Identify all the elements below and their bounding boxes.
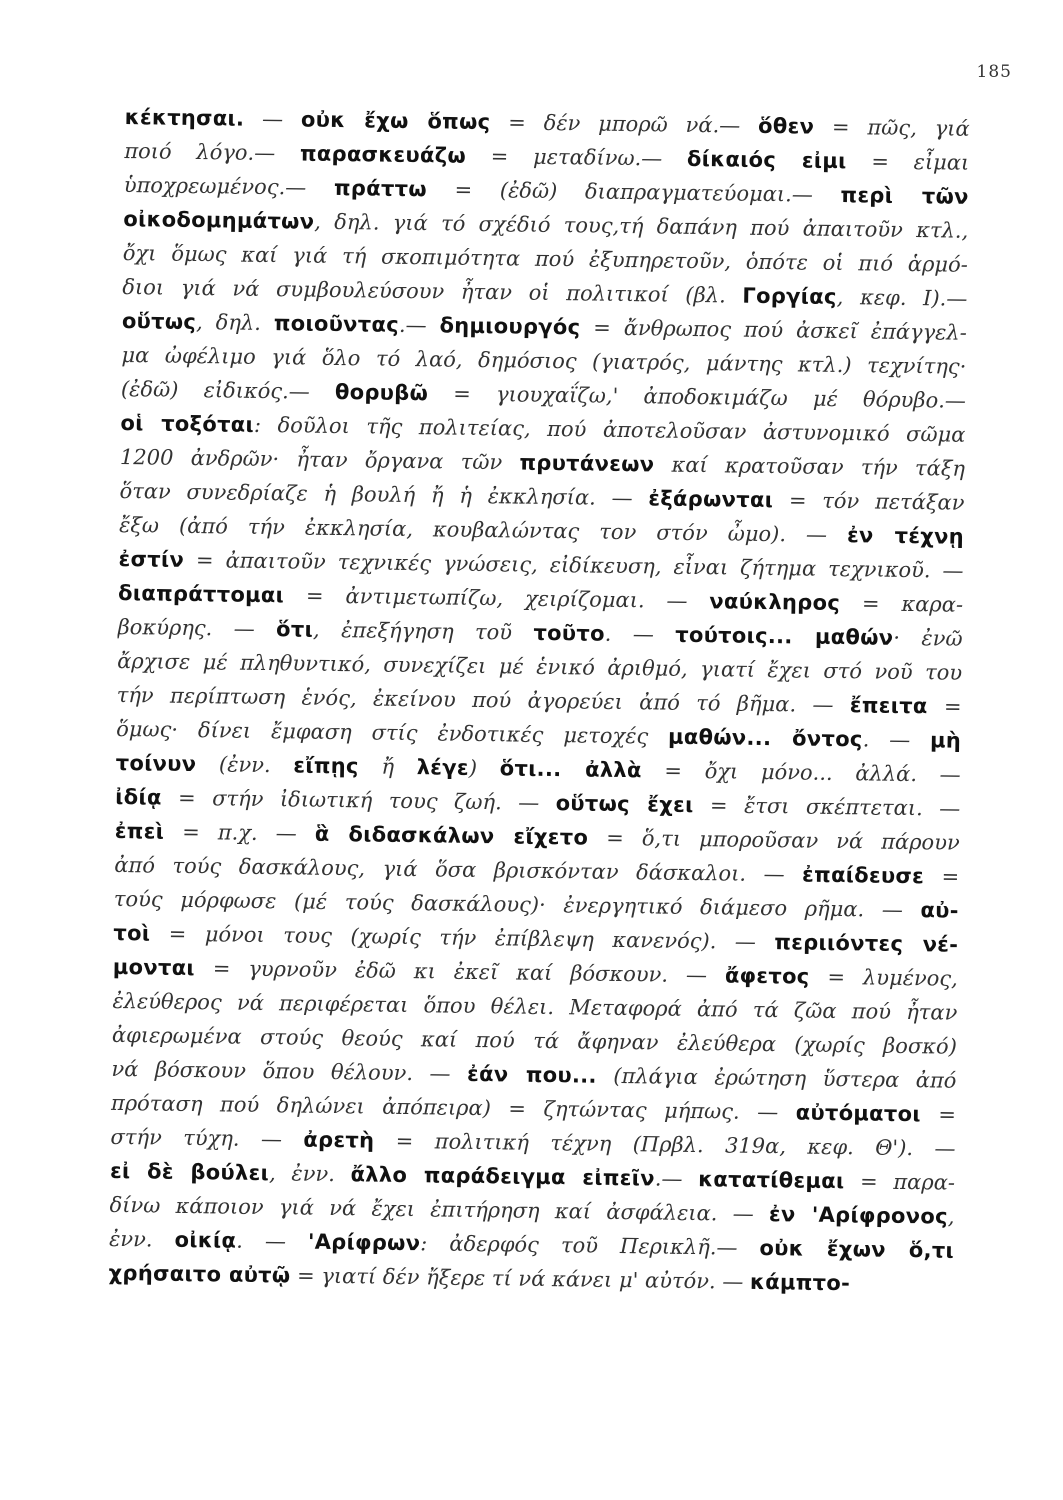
gloss-text: ἐλεύθερος νά περιφέρεται ὅπου θέλει. Μεταφορά ἀπό τά ζῶα πού ἦταν: [112, 988, 958, 1025]
lemma-term: ἀρετὴ: [303, 1127, 375, 1153]
gloss-text: ὅταν συνεδρίαζε ἡ βουλή ἤ ἡ ἐκκλησία. —: [119, 478, 649, 511]
gloss-text: : δοῦλοι τῆς πολιτείας, πού ἀποτελοῦσαν ἀστυνομικό σῶμα: [253, 412, 966, 447]
gloss-text: , κεφ. I).—: [836, 284, 968, 311]
gloss-text: ἤ: [358, 754, 417, 780]
gloss-text: , ἐπεξήγηση τοῦ: [312, 617, 534, 645]
lemma-term: περὶ τῶν: [840, 183, 969, 209]
gloss-text: =: [920, 1102, 957, 1127]
gloss-text: = ἀπαιτοῦν τεχνικές γνώσεις, εἰδίκευση, εἶναι ζήτημα τεχνικοῦ. —: [183, 547, 964, 583]
lemma-term: ὅτι... ἀλλὰ: [499, 756, 642, 783]
gloss-text: = μόνοι τους (χωρίς τήν ἐπίβλεψη κανενός). —: [150, 921, 775, 955]
lemma-term: εἰ δὲ βούλει: [109, 1158, 270, 1186]
gloss-text: , δηλ.: [195, 310, 275, 336]
lemma-term: πρυτάνεων: [519, 450, 655, 477]
gloss-text: = παρα-: [844, 1169, 956, 1195]
lemma-term: παρασκευάζω: [299, 141, 467, 168]
gloss-text: = καρα-: [839, 591, 964, 617]
gloss-text: ἀφιερωμένα στούς θεούς καί πού τά ἄφηναν ἐλεύθερα (χωρίς βοσκό): [111, 1022, 958, 1059]
gloss-text: (πλάγια ἐρώτηση ὕστερα ἀπό: [596, 1063, 957, 1093]
lemma-term: ἄφετος: [724, 963, 810, 989]
lemma-term: αὐ-: [920, 898, 959, 923]
lemma-term: μονται: [112, 954, 196, 981]
gloss-text: = ὄχι μόνο... ἀλλά. —: [641, 758, 961, 787]
gloss-text: . —: [862, 727, 931, 753]
gloss-text: 1200 ἀνδρῶν· ἦταν ὄργανα τῶν: [119, 444, 520, 475]
gloss-text: . —: [236, 1228, 309, 1254]
gloss-text: = πολιτική τέχνη (Πρβλ. 319α, κεφ. Θ'). —: [374, 1128, 956, 1161]
lemma-term: οἰκίᾳ: [174, 1227, 237, 1253]
gloss-text: μα ὠφέλιμο γιά ὅλο τό λαό, δημόσιος (γιατρός, μάντης κτλ.) τεχνίτης·: [121, 342, 967, 379]
gloss-text: = γιατί δέν ἤξερε τί νά κάνει μ' αὐτόν. —: [290, 1263, 751, 1294]
lemma-term: αὐτόματοι: [795, 1100, 921, 1127]
gloss-text: βοκύρης. —: [117, 614, 277, 642]
gloss-text: τήν περίπτωση ἑνός, ἐκείνου πού ἀγορεύει ἀπό τό βῆμα. —: [116, 682, 851, 718]
gloss-text: = μεταδίνω.—: [465, 143, 688, 171]
lemma-term: θορυβῶ: [334, 379, 429, 406]
lemma-term: ἐξάρωνται: [648, 486, 774, 513]
lemma-term: ἐν τέχνῃ: [846, 523, 965, 549]
lemma-term: πράττω: [333, 175, 428, 202]
gloss-text: πρόταση πού δηλώνει ἀπόπειρα) = ζητώντας μήπως. —: [110, 1090, 796, 1125]
lemma-term: ἰδίᾳ: [115, 784, 162, 810]
lemma-term: οἰκοδομημάτων: [123, 206, 315, 234]
gloss-text: = ἔτσι σκέπτεται. —: [693, 793, 961, 821]
gloss-text: = ὅ,τι μποροῦσαν νά πάρουν: [588, 825, 960, 855]
lemma-term: οἱ τοξόται: [120, 410, 255, 437]
gloss-text: = λυμένος,: [809, 964, 958, 991]
gloss-text: δίνω κάποιον γιά νά ἔχει ἐπιτήρηση καί ἀσφάλεια. —: [109, 1192, 770, 1227]
gloss-text: = εἶμαι: [846, 149, 970, 175]
gloss-text: διοι γιά νά συμβουλεύσουν ἦταν οἱ πολιτικοί (βλ.: [122, 274, 743, 308]
lemma-term: ἐστίν: [118, 546, 185, 572]
gloss-text: =: [923, 864, 960, 889]
lemma-term: μὴ: [929, 728, 962, 753]
gloss-text: καί κρατοῦσαν τήν τάξη: [654, 452, 966, 481]
gloss-text: =: [927, 694, 962, 719]
lemma-term: οὕτως: [121, 308, 197, 335]
gloss-text: τούς μόρφωσε (μέ τούς δασκάλους)· ἐνεργητικό διάμεσο ρῆμα. —: [113, 886, 921, 923]
lemma-term: δημιουργός: [439, 313, 581, 340]
gloss-text: ὅμως· δίνει ἔμφαση στίς ἐνδοτικές μετοχές: [116, 716, 669, 749]
lemma-term: περιιόντες νέ-: [774, 930, 959, 957]
lemma-term: ἃ διδασκάλων εἴχετο: [314, 821, 589, 850]
gloss-text: = δέν μπορῶ νά.—: [490, 110, 759, 138]
lemma-term: τοὶ: [113, 920, 151, 946]
gloss-text: ἀπό τούς δασκάλους, γιά ὅσα βρισκόνταν δάσκαλοι. —: [114, 852, 803, 887]
gloss-text: = ἄνθρωπος πού ἀσκεῖ ἐπάγγελ-: [580, 315, 967, 345]
lemma-term: ἐάν που...: [466, 1061, 597, 1088]
lemma-term: οὐκ ἔχων ὅ,τι: [759, 1235, 955, 1263]
gloss-text: .—: [398, 312, 440, 338]
gloss-text: = γυρνοῦν ἐδῶ κι ἐκεῖ καί βόσκουν. —: [194, 956, 726, 988]
page-number: 185: [976, 62, 1012, 82]
gloss-text: ἄρχισε μέ πληθυντικό, συνεχίζει μέ ἑνικό ἀριθμό, γιατί ἔχει στό νοῦ του: [116, 648, 963, 685]
lemma-term: διαπράττομαι: [117, 580, 285, 608]
gloss-text: = τόν πετάξαν: [772, 488, 965, 515]
gloss-text: · ἐνῶ: [893, 625, 963, 651]
lemma-term: ἐν 'Αρίφρονος: [768, 1202, 948, 1229]
lemma-term: ἄλλο παράδειγμα εἰπεῖν: [350, 1162, 655, 1191]
lemma-term: οὕτως ἔχει: [555, 791, 694, 818]
lemma-term: Γοργίας: [742, 283, 837, 309]
gloss-text: , ἐνν.: [268, 1161, 351, 1187]
gloss-text: = πῶς, γιά: [813, 114, 970, 141]
lemma-term: κάμπτο-: [749, 1269, 851, 1296]
lemma-term: ἐπαίδευσε: [801, 862, 925, 889]
lemma-term: τούτοις... μαθών: [675, 622, 894, 650]
lemma-term: ὅθεν: [757, 113, 815, 139]
gloss-text: ,: [947, 1204, 955, 1229]
commentary-text: [108, 100, 970, 1302]
gloss-text: (ἐνν.: [196, 752, 294, 778]
gloss-text: ): [468, 755, 500, 781]
lemma-term: λέγε: [416, 755, 470, 780]
gloss-text: = στήν ἰδιωτική τους ζωή. —: [161, 785, 556, 816]
gloss-text: : ἀδερφός τοῦ Περικλῆ.—: [420, 1231, 760, 1260]
gloss-text: νά βόσκουν ὅπου θέλουν. —: [111, 1056, 468, 1086]
gloss-text: , δηλ. γιά τό σχέδιό τους,τή δαπάνη πού ἀπαιτοῦν κτλ.,: [314, 209, 969, 243]
lemma-term: κατατίθεμαι: [698, 1167, 845, 1194]
gloss-text: = (ἐδῶ) διαπραγματεύομαι.—: [426, 177, 841, 207]
gloss-text: ὑποχρεωμένος.—: [123, 172, 335, 200]
lemma-term: δίκαιός εἰμι: [686, 146, 847, 174]
lemma-term: ὅτι: [275, 617, 314, 642]
gloss-text: .—: [654, 1166, 699, 1192]
lemma-term: ἐπεὶ: [114, 818, 165, 844]
lemma-term: 'Αρίφρων: [307, 1229, 421, 1256]
gloss-text: ἔξω (ἀπό τήν ἐκκλησία, κουβαλώντας τον στόν ὦμο). —: [118, 512, 848, 548]
lemma-term: κέκτησαι.: [124, 104, 245, 131]
lemma-term: εἴπῃς: [293, 753, 359, 779]
gloss-text: ποιό λόγο.—: [124, 138, 301, 166]
gloss-text: ὄχι ὅμως καί γιά τή σκοπιμότητα πού ἐξυπηρετοῦν, ὁπότε οἱ πιό ἁρμό-: [122, 240, 968, 277]
lemma-term: ποιοῦντας: [273, 311, 400, 337]
lemma-term: μαθών... ὄντος: [667, 724, 863, 752]
gloss-text: = γιουχαΐζω,' ἀποδοκιμάζω μέ θόρυβο.—: [427, 381, 967, 413]
gloss-text: ἐνν.: [108, 1226, 175, 1252]
gloss-text: = ἀντιμετωπίζω, χειρίζομαι. —: [283, 583, 710, 614]
lemma-term: ναύκληρος: [709, 589, 841, 616]
lemma-term: οὐκ ἔχω ὅπως: [300, 107, 491, 135]
lemma-term: ἔπειτα: [849, 693, 928, 719]
gloss-text: στήν τύχη. —: [110, 1124, 304, 1152]
gloss-text: . —: [604, 621, 676, 647]
gloss-text: (ἐδῶ) εἰδικός.—: [120, 376, 336, 404]
lemma-term: χρήσαιτο αὐτῷ: [108, 1260, 291, 1288]
gloss-text: = π.χ. —: [163, 819, 315, 846]
lemma-term: τοίνυν: [115, 750, 197, 777]
lemma-term: τοῦτο: [533, 620, 605, 646]
gloss-text: —: [244, 106, 302, 132]
